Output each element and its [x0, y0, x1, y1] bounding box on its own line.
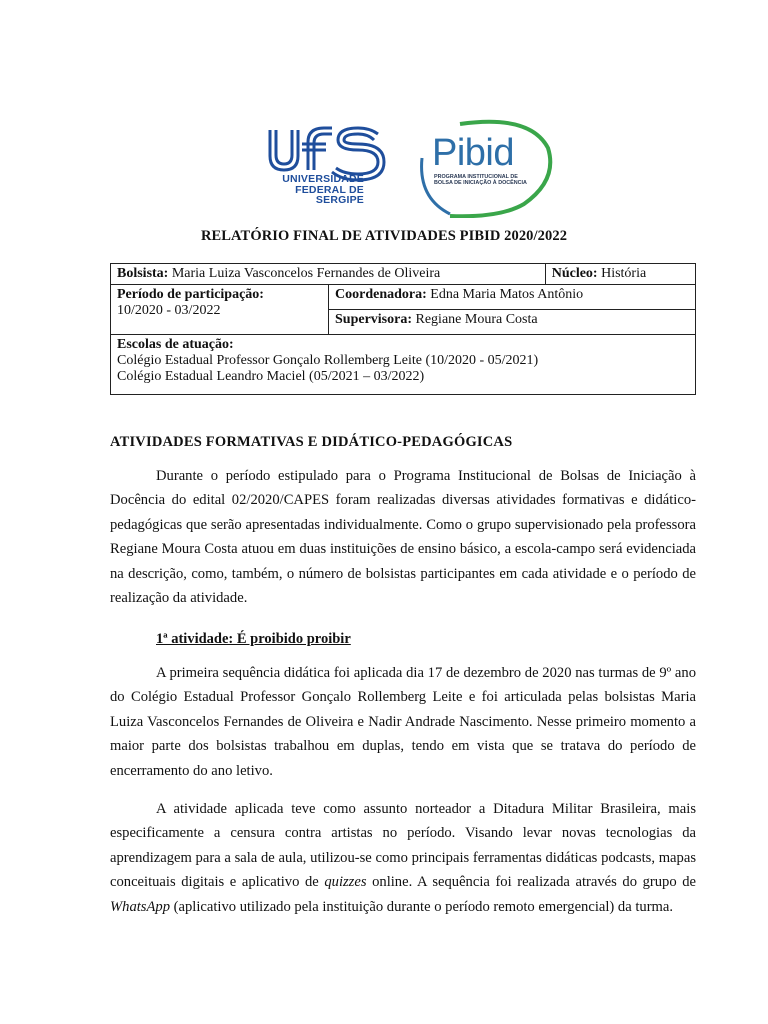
- coordenadora-value: Edna Maria Matos Antônio: [430, 287, 584, 302]
- periodo-cell: [111, 285, 329, 335]
- paragraph-2-text: A primeira sequência didática foi aplicada dia 17 de dezembro de 2020 nas turmas de 9º ano do Colégio Estadual Professor Gonçalo Rollemberg Leite e foi articulada pelas bolsistas Maria Luiza Vasconcelos Fernandes de Oliveira e Nadir Andrade Nascimento. Nesse primeiro momento a maior parte dos bolsistas trabalhou em duplas, tendo em vista que se tratava do período de encerramento do ano letivo.: [110, 665, 696, 779]
- paragraph-3-part-c: (aplicativo utilizado pela instituição durante o período remoto emergencial) da turma.: [170, 898, 674, 915]
- periodo-label: Período de participação:: [117, 287, 264, 302]
- nucleo-cell: [545, 264, 695, 285]
- ufs-line-2: FEDERAL DE: [295, 183, 364, 196]
- bolsista-value: Maria Luiza Vasconcelos Fernandes de Oliveira: [171, 266, 441, 281]
- paragraph-3-part-b: online. A sequência foi realizada através do grupo de: [366, 874, 696, 891]
- supervisora-cell: [329, 310, 696, 335]
- escola-2: Colégio Estadual Leandro Maciel (05/2021 – 03/2022): [117, 369, 425, 384]
- paragraph-3-part-a: A atividade aplicada teve como assunto norteador a Ditadura Militar Brasileira, mais especificamente a censura contra artistas no período. Visando levar novas tecnologias da aprendizagem para a sala de aula, utilizou-se como principais ferramentas didáticas podcasts, mapas conceituais digitais e aplicativo de: [110, 801, 696, 891]
- pibid-logo: [420, 118, 555, 218]
- periodo-value: 10/2020 - 03/2022: [117, 303, 221, 318]
- nucleo-label: Núcleo:: [551, 266, 598, 281]
- ufs-logo: [256, 124, 386, 214]
- ufs-name-text: [256, 174, 364, 206]
- table-row: [111, 335, 696, 395]
- escola-1: Colégio Estadual Professor Gonçalo Rollemberg Leite (10/2020 - 05/2021): [117, 353, 539, 368]
- escolas-cell: [111, 335, 696, 395]
- bolsista-label: Bolsista:: [117, 266, 169, 281]
- paragraph-3: [110, 797, 696, 919]
- section-title: ATIVIDADES FORMATIVAS E DIDÁTICO-PEDAGÓGICAS: [110, 434, 513, 450]
- supervisora-value: Regiane Moura Costa: [415, 312, 538, 327]
- paragraph-1-text: Durante o período estipulado para o Programa Institucional de Bolsas de Iniciação à Docência do edital 02/2020/CAPES foram realizadas diversas atividades formativas e didático-pedagógicas que serão apresentadas individualmente. Como o grupo supervisionado pela professora Regiane Moura Costa atuou em duas instituições de ensino básico, a escola-campo será evidenciada na descrição, como, também, o número de bolsistas participantes em cada atividade e o período de realização da atividade.: [110, 468, 696, 607]
- escolas-label: Escolas de atuação:: [117, 337, 234, 352]
- header-logos: [0, 118, 768, 218]
- nucleo-value: História: [601, 266, 647, 281]
- paragraph-3-italic-quizzes: quizzes: [324, 874, 367, 891]
- activity-title: 1ª atividade: É proibido proibir: [156, 631, 351, 647]
- bolsista-cell: [111, 264, 546, 285]
- table-row: [111, 264, 696, 285]
- paragraph-1: [110, 464, 696, 610]
- info-table: [110, 263, 696, 395]
- supervisora-label: Supervisora:: [335, 312, 412, 327]
- pibid-subtitle: [434, 174, 544, 186]
- paragraph-3-italic-whatsapp: WhatsApp: [110, 898, 170, 915]
- ufs-line-3: SERGIPE: [315, 194, 364, 206]
- coordenadora-cell: [329, 285, 696, 310]
- document-title: RELATÓRIO FINAL DE ATIVIDADES PIBID 2020/2022: [200, 228, 568, 244]
- ufs-line-1: UNIVERSIDADE: [282, 173, 364, 185]
- paragraph-2: [110, 661, 696, 783]
- coordenadora-label: Coordenadora:: [335, 287, 427, 302]
- table-row: [111, 285, 696, 310]
- pibid-subtitle-line-2: BOLSA DE INICIAÇÃO À DOCÊNCIA: [434, 180, 527, 186]
- pibid-subtitle-line-1: PROGRAMA INSTITUCIONAL DE: [434, 174, 518, 180]
- pibid-wordmark: Pibid: [432, 132, 514, 174]
